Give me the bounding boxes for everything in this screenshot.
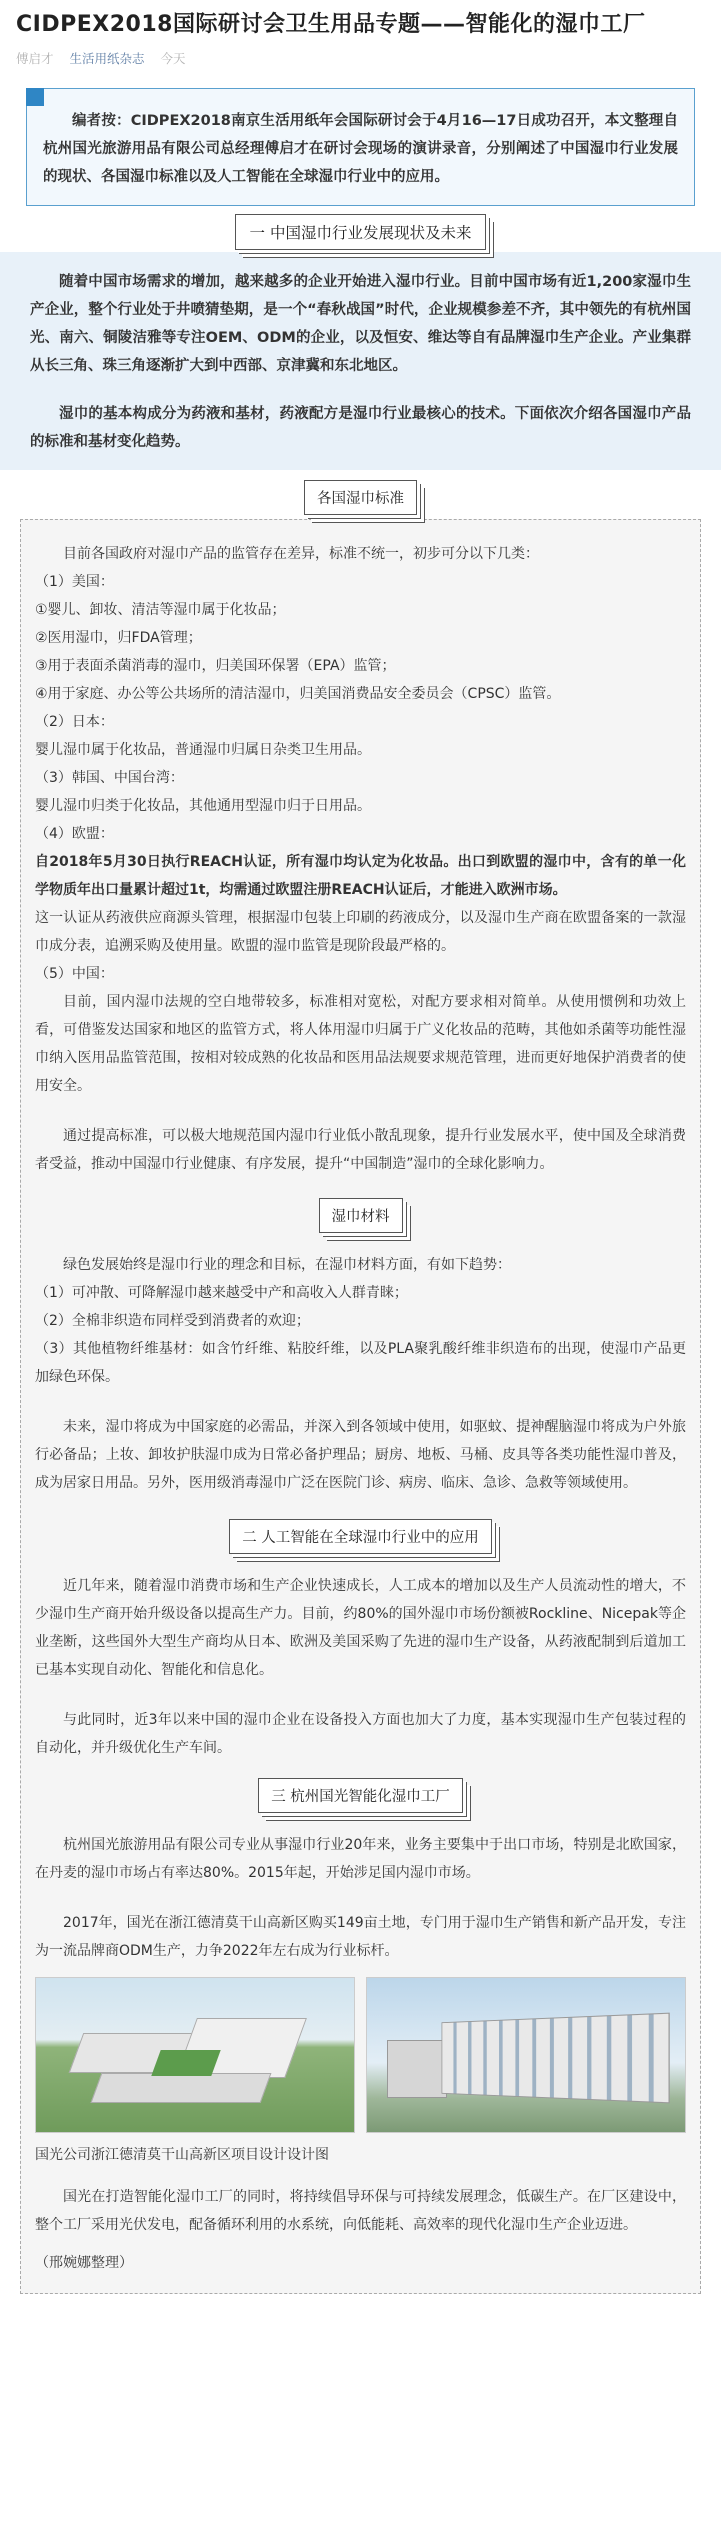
materials-intro: 绿色发展始终是湿巾行业的理念和目标，在湿巾材料方面，有如下趋势： [63,1257,511,1273]
materials-heading-wrap [35,1198,686,1233]
materials-future: 未来，湿巾将成为中国家庭的必需品，并深入到各领域中使用，如驱蚊、提神醒脑湿巾将成为户外旅行必备品；上妆、卸妆护肤湿巾成为日常必备护理品；厨房、地板、马桶、皮具等各类功能性湿巾普及，成为居家日用品。另外，医用级消毒湿巾广泛在医院门诊、病房、临床、急诊、急救等领域使用。 [35,1419,686,1491]
standards-cn-label: （5）中国： [35,966,114,982]
project-photos [35,1977,686,2133]
standards-jp-label: （2）日本： [35,714,114,730]
section3-paragraph-1: 杭州国光旅游用品有限公司专业从事湿巾行业20年来，业务主要集中于出口市场，特别是北欧国家，在丹麦的湿巾市场占有率达80%。2015年起，开始涉足国内湿巾市场。 [35,1837,686,1881]
standards-heading-wrap [16,480,705,515]
section2-paragraph-1: 近几年来，随着湿巾消费市场和生产企业快速成长，人工成本的增加以及生产人员流动性的增大，不少湿巾生产商开始升级设备以提高生产力。目前，约80%的国外湿巾市场份额被Rockline、Nicepak等企业垄断，这些国外大型生产商均从日本、欧洲及美国采购了先进的湿巾生产设备，从药液配制到后道加工已基本实现自动化、智能化和信息化。 [35,1578,686,1678]
section3-heading-wrap [35,1778,686,1813]
standards-heading: 各国湿巾标准 [304,480,417,515]
section2-paragraph-2: 与此同时，近3年以来中国的湿巾企业在设备投入方面也加大了力度，基本实现湿巾生产包装过程的自动化，并升级优化生产车间。 [35,1712,686,1756]
publish-time: 今天 [160,51,186,66]
photo-caption: 国光公司浙江德清莫干山高新区项目设计设计图 [35,2147,329,2163]
aerial-rendering-image[interactable] [35,1977,355,2133]
article-title: CIDPEX2018国际研讨会卫生用品专题——智能化的湿巾工厂 [16,12,646,37]
materials-item-1: （1）可冲散、可降解湿巾越来越受中产和高收入人群青睐； [35,1285,408,1301]
building-rendering-image[interactable] [366,1977,686,2133]
standards-us-item-4: ④用于家庭、办公等公共场所的清洁湿巾，归美国消费品安全委员会（CPSC）监管。 [35,686,561,702]
section1-paragraph-2: 湿巾的基本构成分为药液和基材，药液配方是湿巾行业最核心的技术。下面依次介绍各国湿巾产品的标准和基材变化趋势。 [30,406,691,450]
editor-note-box [26,88,695,206]
section3-paragraph-3: 国光在打造智能化湿巾工厂的同时，将持续倡导环保与可持续发展理念，低碳生产。在厂区建设中，整个工厂采用光伏发电，配备循环利用的水系统，向低能耗、高效率的现代化湿巾生产企业迈进。 [35,2189,686,2233]
standards-us-item-1: ①婴儿、卸妆、清洁等湿巾属于化妆品； [35,602,286,618]
section1-paragraph-1: 随着中国市场需求的增加，越来越多的企业开始进入湿巾行业。目前中国市场有近1,200家湿巾生产企业，整个行业处于井喷猜垫期，是一个“春秋战国”时代，企业规模参差不齐，其中领先的有杭州国光、南六、铜陵洁雅等专注OEM、ODM的企业，以及恒安、维达等自有品牌湿巾生产企业。产业集群从长三角、珠三角逐渐扩大到中西部、京津冀和东北地区。 [30,274,691,374]
author-name: 傅启才 [16,51,54,66]
materials-heading: 湿巾材料 [319,1198,403,1233]
section1-body [0,252,721,470]
materials-item-2: （2）全棉非织造布同样受到消费者的欢迎； [35,1313,310,1329]
standards-us-item-2: ②医用湿巾，归FDA管理； [35,630,202,646]
editor-note: 编者按：CIDPEX2018南京生活用纸年会国际研讨会于4月16—17日成功召开，本文整理自杭州国光旅游用品有限公司总经理傅启才在研讨会现场的演讲录音，分别阐述了中国湿巾行业发展的现状、各国湿巾标准以及人工智能在全球湿巾行业中的应用。 [43,113,678,185]
section1-heading-wrap [16,214,705,250]
section3-paragraph-2: 2017年，国光在浙江德清莫干山高新区购买149亩土地，专门用于湿巾生产销售和新产品开发，专注为一流品牌商ODM生产，力争2022年左右成为行业标杆。 [35,1915,686,1959]
standards-eu-text-1: 自2018年5月30日执行REACH认证，所有湿巾均认定为化妆品。出口到欧盟的湿巾中，含有的单一化学物质年出口量累计超过1t，均需通过欧盟注册REACH认证后，才能进入欧洲市场。 [35,854,686,898]
standards-kr-text: 婴儿湿巾归类于化妆品，其他通用型湿巾归于日用品。 [35,798,371,814]
standards-us-label: （1）美国： [35,574,114,590]
standards-and-materials-body [20,519,701,2294]
section2-heading: 二 人工智能在全球湿巾行业中的应用 [229,1519,492,1554]
article-meta [16,50,705,68]
account-link[interactable]: 生活用纸杂志 [69,51,145,66]
closing-credit: （邢婉娜整理） [35,2255,133,2271]
section3-heading: 三 杭州国光智能化湿巾工厂 [258,1778,463,1813]
standards-intro: 目前各国政府对湿巾产品的监管存在差异，标准不统一，初步可分以下几类： [63,546,539,562]
standards-summary: 通过提高标准，可以极大地规范国内湿巾行业低小散乱现象，提升行业发展水平，使中国及全球消费者受益，推动中国湿巾行业健康、有序发展，提升“中国制造”湿巾的全球化影响力。 [35,1128,686,1172]
standards-jp-text: 婴儿湿巾属于化妆品，普通湿巾归属日杂类卫生用品。 [35,742,371,758]
standards-kr-label: （3）韩国、中国台湾： [35,770,184,786]
standards-eu-label: （4）欧盟： [35,826,114,842]
materials-item-3: （3）其他植物纤维基材：如含竹纤维、粘胶纤维，以及PLA聚乳酸纤维非织造布的出现，使湿巾产品更加绿色环保。 [35,1341,686,1385]
standards-us-item-3: ③用于表面杀菌消毒的湿巾，归美国环保署（EPA）监管； [35,658,396,674]
section2-heading-wrap [35,1519,686,1554]
standards-cn-text: 目前，国内湿巾法规的空白地带较多，标准相对宽松，对配方要求相对简单。从使用惯例和功效上看，可借鉴发达国家和地区的监管方式，将人体用湿巾归属于广义化妆品的范畴，其他如杀菌等功能性湿巾纳入医用品监管范围，按相对较成熟的化妆品和医用品法规要求规范管理，进而更好地保护消费者的使用安全。 [35,994,686,1094]
standards-eu-text-2: 这一认证从药液供应商源头管理，根据湿巾包装上印刷的药液成分，以及湿巾生产商在欧盟备案的一款湿巾成分表，追溯采购及使用量。欧盟的湿巾监管是现阶段最严格的。 [35,910,686,954]
section1-heading: 一 中国湿巾行业发展现状及未来 [235,214,487,250]
